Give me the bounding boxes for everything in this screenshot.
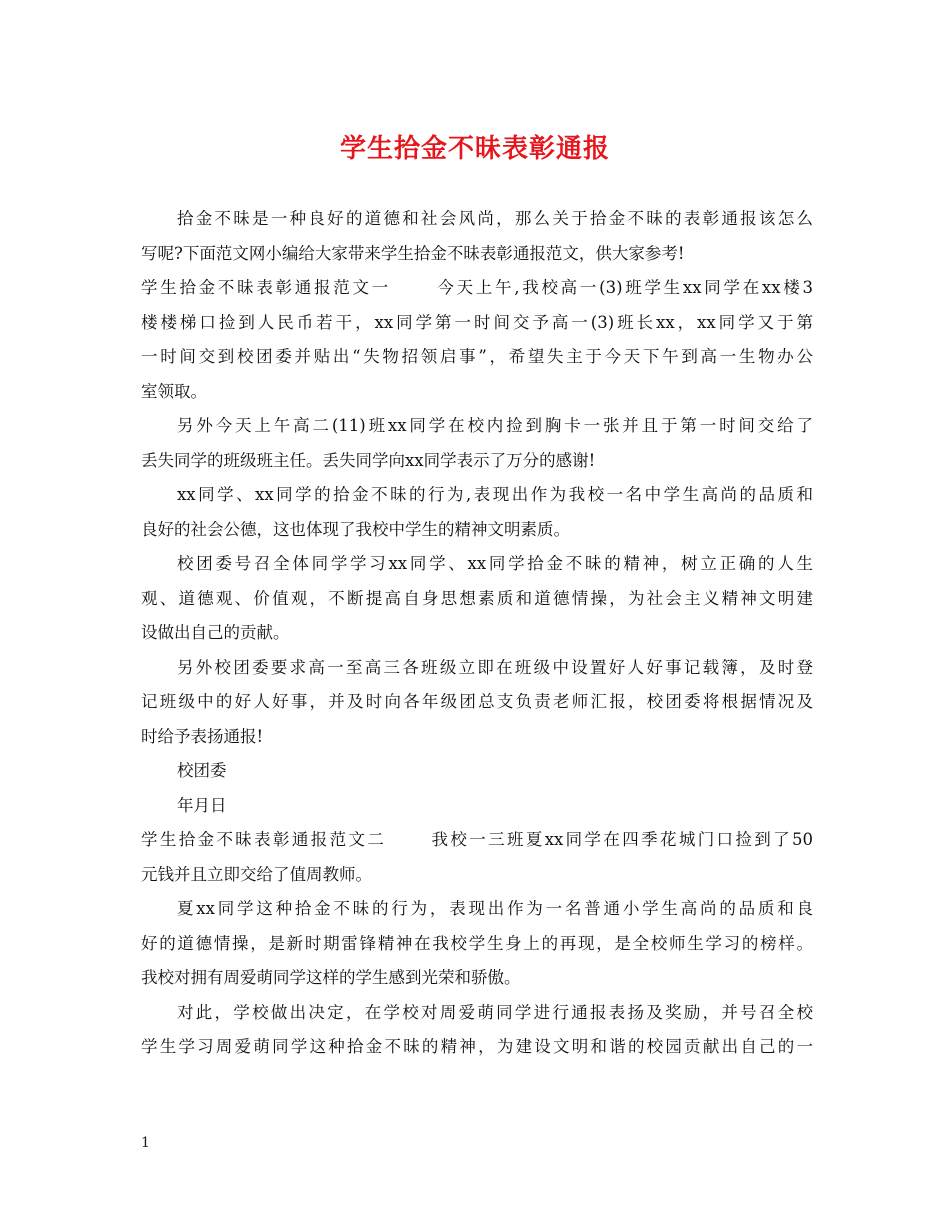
body-line: 我校对拥有周爱萌同学这样的学生感到光荣和骄傲。 — [141, 968, 521, 987]
body-line: 良好的社会公德，这也体现了我校中学生的精神文明素质。 — [141, 519, 570, 539]
body-line: 元钱并且立即交给了值周教师。 — [141, 864, 372, 884]
date-line: 年月日 — [177, 795, 227, 815]
body-line: 好的道德情操，是新时期雷锋精神在我校学生身上的再现，是全校师生学习的榜样。 — [141, 933, 813, 953]
body-line: 拾金不昧是一种良好的道德和社会风尚，那么关于拾金不昧的表彰通报该怎么 — [177, 209, 813, 228]
document-body — [141, 202, 813, 1065]
body-line: 校团委号召全体同学学习xx同学、xx同学拾金不昧的精神，树立正确的人生 — [177, 554, 813, 573]
body-line: 设做出自己的贡献。 — [141, 623, 290, 642]
body-line: 写呢?下面范文网小编给大家带来学生拾金不昧表彰通报范文，供大家参考! — [141, 243, 685, 263]
document-title: 学生拾金不昧表彰通报 — [339, 134, 610, 164]
body-line: xx同学、xx同学的拾金不昧的行为,表现出作为我校一名中学生高尚的品质和 — [177, 485, 813, 504]
body-line: 记班级中的好人好事，并及时向各年级团总支负责老师汇报，校团委将根据情况及 — [141, 692, 813, 711]
body-line: 室领取。 — [141, 381, 207, 401]
body-line: 学生学习周爱萌同学这种拾金不昧的精神，为建设文明和谐的校园贡献出自己的一 — [141, 1037, 813, 1056]
body-line: 学生拾金不昧表彰通报范文一 今天上午,我校高一(3)班学生xx同学在xx楼3 — [141, 278, 813, 297]
body-line: 一时间交到校团委并贴出“失物招领启事”，希望失主于今天下午到高一生物办公 — [141, 347, 813, 366]
body-line: 丢失同学的班级班主任。丢失同学向xx同学表示了万分的感谢! — [141, 450, 596, 470]
body-line: 时给予表扬通报! — [141, 726, 264, 746]
body-line: 另外校团委要求高一至高三各班级立即在班级中设置好人好事记载簿，及时登 — [177, 657, 813, 677]
page-number: 1 — [141, 1135, 150, 1151]
body-line: 观、道德观、价值观，不断提高自身思想素质和道德情操，为社会主义精神文明建 — [141, 588, 813, 608]
body-line: 楼楼梯口捡到人民币若干，xx同学第一时间交予高一(3)班长xx，xx同学又于第 — [141, 312, 813, 332]
body-line: 夏xx同学这种拾金不昧的行为，表现出作为一名普通小学生高尚的品质和良 — [177, 899, 813, 918]
body-line: 另外今天上午高二(11)班xx同学在校内捡到胸卡一张并且于第一时间交给了 — [177, 416, 813, 435]
body-line: 对此，学校做出决定，在学校对周爱萌同学进行通报表扬及奖励，并号召全校 — [177, 1002, 813, 1022]
signature-line: 校团委 — [177, 761, 227, 780]
body-line: 学生拾金不昧表彰通报范文二 我校一三班夏xx同学在四季花城门口捡到了50 — [141, 830, 813, 849]
